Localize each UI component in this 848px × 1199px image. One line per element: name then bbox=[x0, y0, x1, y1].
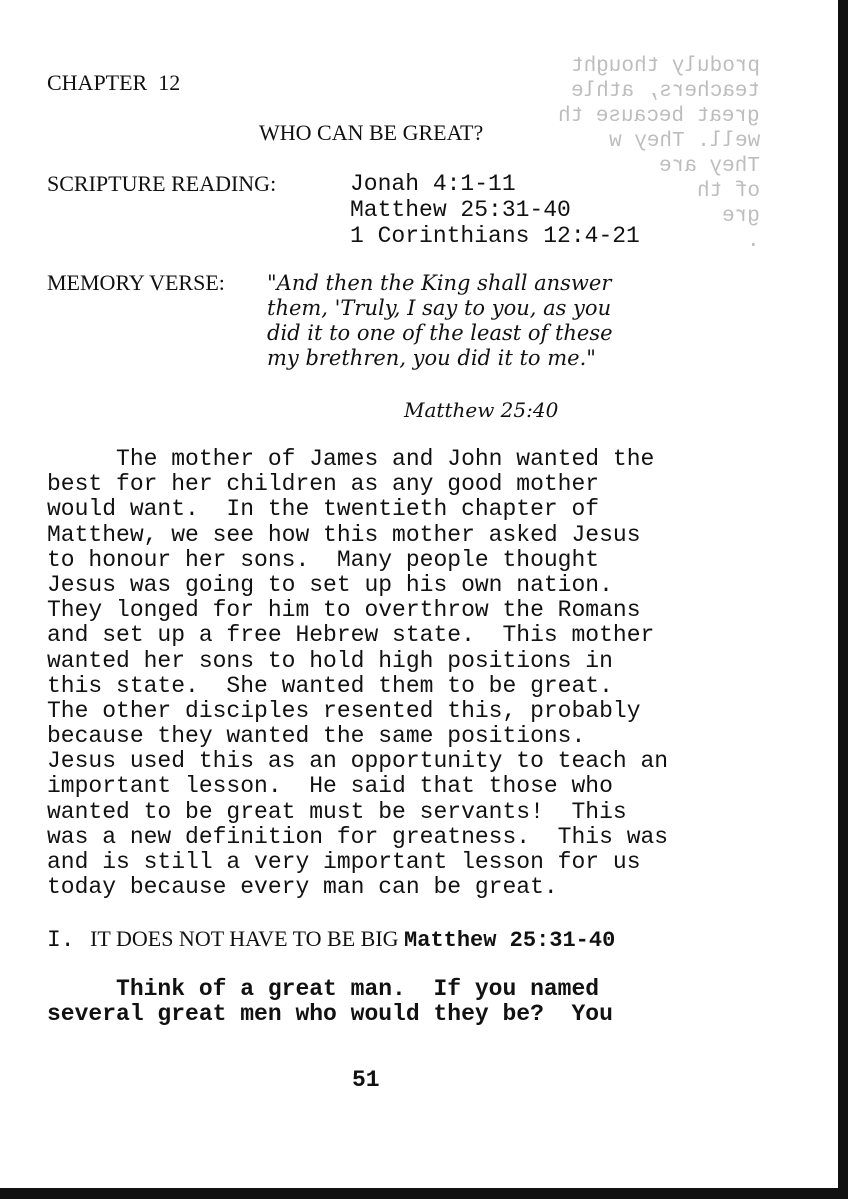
scripture-ref: Matthew 25:31-40 bbox=[350, 197, 571, 223]
text-line: They longed for him to overthrow the Romans bbox=[47, 597, 641, 624]
memory-verse-line: "And then the King shall answer bbox=[267, 271, 612, 295]
text-line: to honour her sons. Many people thought bbox=[47, 546, 600, 573]
scripture-ref: Jonah 4:1-11 bbox=[350, 171, 516, 197]
text-line: because they wanted the same positions. bbox=[47, 723, 586, 750]
memory-verse-reference: Matthew 25:40 bbox=[404, 398, 559, 422]
memory-verse-line: did it to one of the least of these bbox=[267, 321, 613, 345]
body-paragraph bbox=[47, 447, 668, 900]
text-line: and is still a very important lesson for us bbox=[47, 849, 641, 875]
bleed-line: great because th bbox=[558, 105, 760, 128]
body-paragraph-2 bbox=[47, 977, 613, 1027]
bleed-line: well. They w bbox=[608, 130, 760, 153]
section-number: I. bbox=[47, 927, 75, 953]
memory-verse-line: them, 'Truly, I say to you, as you bbox=[267, 296, 612, 320]
bleed-line: . bbox=[747, 230, 760, 253]
text-line: wanted her sons to hold high positions in bbox=[47, 647, 613, 674]
section-heading bbox=[47, 926, 615, 953]
scan-edge-bottom bbox=[0, 1188, 848, 1199]
bleed-line: of th bbox=[696, 180, 760, 203]
section-title: IT DOES NOT HAVE TO BE BIG bbox=[90, 926, 399, 951]
scripture-ref: 1 Corinthians 12:4-21 bbox=[350, 223, 640, 249]
text-line: Jesus was going to set up his own nation. bbox=[47, 571, 613, 598]
bleed-line: produly thought bbox=[570, 55, 760, 78]
text-line: The mother of James and John wanted the bbox=[47, 446, 655, 472]
page-number: 51 bbox=[352, 1067, 380, 1093]
bleed-line: They are bbox=[659, 155, 760, 178]
scripture-refs bbox=[350, 171, 640, 249]
text-line: The other disciples resented this, probably bbox=[47, 697, 641, 724]
text-line: today because every man can be great. bbox=[47, 874, 558, 901]
text-line: best for her children as any good mother bbox=[47, 471, 600, 498]
bleed-line: teachers, athle bbox=[570, 80, 760, 103]
memory-verse bbox=[267, 271, 613, 371]
chapter-heading: CHAPTER 12 bbox=[47, 70, 181, 95]
text-line: this state. She wanted them to be great. bbox=[47, 672, 613, 699]
bleed-line: gre bbox=[722, 205, 760, 228]
text-line: Matthew, we see how this mother asked Jesus bbox=[47, 521, 641, 548]
page-title: WHO CAN BE GREAT? bbox=[259, 120, 484, 145]
text-line: Think of a great man. If you named bbox=[47, 976, 600, 1002]
memory-verse-line: my brethren, you did it to me." bbox=[267, 346, 596, 370]
scan-edge-right bbox=[838, 0, 848, 1199]
text-line: would want. In the twentieth chapter of bbox=[47, 496, 600, 523]
memory-verse-label: MEMORY VERSE: bbox=[47, 270, 225, 295]
text-line: wanted to be great must be servants! This bbox=[47, 798, 627, 825]
section-reference: Matthew 25:31-40 bbox=[404, 928, 616, 953]
text-line: and set up a free Hebrew state. This mother bbox=[47, 622, 655, 649]
text-line: several great men who would they be? You bbox=[47, 1001, 613, 1028]
text-line: Jesus used this as an opportunity to teach an bbox=[47, 748, 669, 775]
scripture-reading-label: SCRIPTURE READING: bbox=[47, 171, 277, 196]
text-line: was a new definition for greatness. This was bbox=[47, 823, 669, 850]
text-line: important lesson. He said that those who bbox=[47, 773, 613, 800]
